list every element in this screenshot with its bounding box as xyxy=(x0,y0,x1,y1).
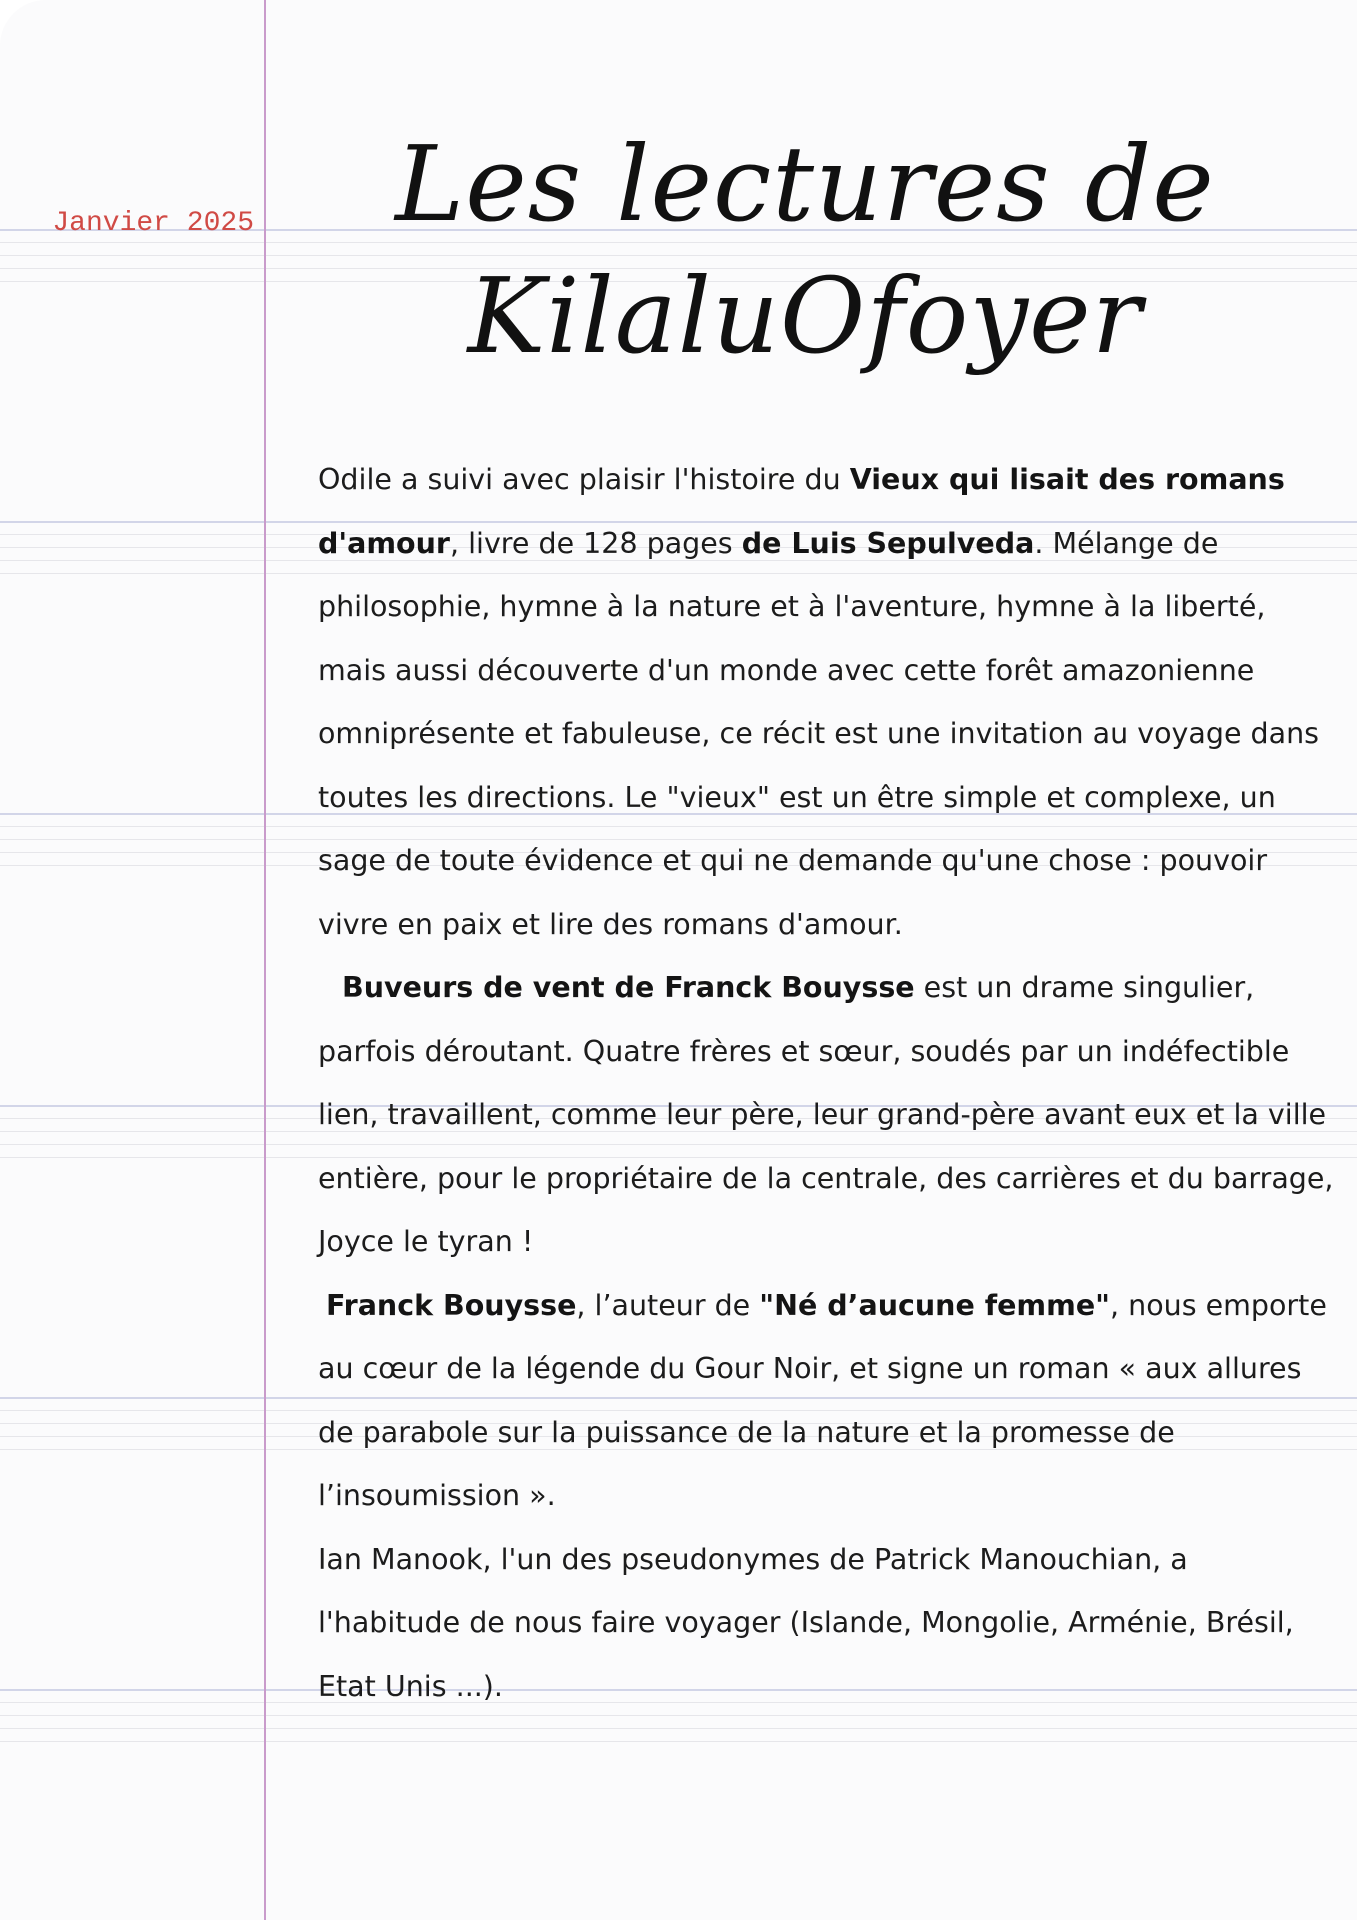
paragraph-sepulveda xyxy=(318,448,1338,956)
book-title: Vieux qui lisait des romans d'amour xyxy=(318,463,1285,560)
text-span: est un drame singulier, parfois déroutant. Quatre frères et sœur, soudés par un indéfectible lien, travaillent, comme leur père, leur grand-père avant eux et la ville entière, pour le propriétaire de la centrale, des carrières et du barrage, Joyce le tyran ! xyxy=(318,971,1334,1258)
text-span: Odile a suivi avec plaisir l'histoire du xyxy=(318,463,850,496)
text-span: . Mélange de philosophie, hymne à la nature et à l'aventure, hymne à la liberté, mais aussi découverte d'un monde avec cette forêt amazonienne omniprésente et fabuleuse, ce récit est une invitation au voyage dans toutes les directions. Le "vieux" est un être simple et complexe, un sage de toute évidence et qui ne demande qu'une chose : pouvoir vivre en paix et lire des romans d'amour. xyxy=(318,526,1320,941)
text-span: , livre de 128 pages xyxy=(449,526,742,560)
paragraph-buveurs xyxy=(318,956,1338,1274)
paragraph-manook xyxy=(318,1528,1338,1719)
title-line-1: Les lectures de xyxy=(395,123,1215,245)
text-span: , nous emporte au cœur de la légende du Gour Noir, et signe un roman « aux allures de parabole sur la puissance de la nature et la promesse de l’insoumission ». xyxy=(318,1288,1327,1512)
text-span: , l’auteur de xyxy=(576,1288,760,1322)
page-title xyxy=(300,118,1310,382)
date-label: Janvier 2025 xyxy=(52,208,254,239)
book-title: Buveurs de vent de Franck Bouysse xyxy=(342,971,915,1004)
article-body xyxy=(318,448,1338,1718)
author-name: de Luis Sepulveda xyxy=(741,526,1035,560)
text-span: Ian Manook, l'un des pseudonymes de Patrick Manouchian, a l'habitude de nous faire voyager (Islande, Mongolie, Arménie, Brésil, Etat Unis ...). xyxy=(318,1542,1294,1703)
book-title: "Né d’aucune femme" xyxy=(759,1288,1111,1322)
margin-line xyxy=(264,0,266,1920)
author-name: Franck Bouysse xyxy=(326,1288,577,1322)
title-line-2: KilaluOfoyer xyxy=(467,255,1143,377)
paragraph-bouysse xyxy=(318,1274,1338,1528)
